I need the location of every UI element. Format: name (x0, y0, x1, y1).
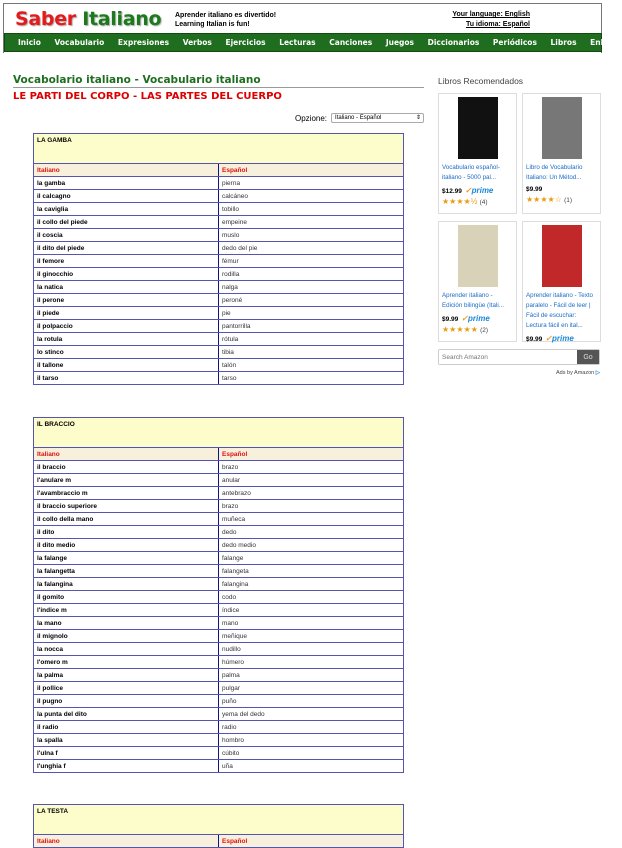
option-selector (295, 113, 424, 123)
italian-term: l'ulna f (34, 747, 219, 760)
column-header-espanol: Español (219, 448, 404, 461)
book-title-link[interactable] (523, 163, 600, 183)
table-row (34, 242, 404, 255)
adchoices-icon: ▷ (595, 370, 600, 376)
nav-verbos[interactable]: Verbos (182, 38, 212, 47)
nav-diccionarios[interactable]: Diccionarios (427, 38, 480, 47)
book-card[interactable] (438, 221, 517, 342)
table-row (34, 552, 404, 565)
italian-term: il ginocchio (34, 268, 219, 281)
language-links (452, 10, 530, 29)
amazon-search (438, 349, 600, 365)
table-row (34, 320, 404, 333)
spanish-term: empeine (219, 216, 404, 229)
italian-term: il femore (34, 255, 219, 268)
italian-term: il dito (34, 526, 219, 539)
table-row (34, 474, 404, 487)
spanish-term: pie (219, 307, 404, 320)
table-row (34, 656, 404, 669)
column-header-espanol: Español (219, 835, 404, 848)
title-line: Libro de Vocabulario (526, 164, 583, 171)
table-row (34, 177, 404, 190)
tagline-es: Aprender italiano es divertido! (175, 12, 277, 19)
table-row (34, 461, 404, 474)
book-price: $9.99 (442, 316, 459, 323)
prime-badge: ✓prime (545, 334, 574, 343)
title-line: Aprender italiano - Texto (526, 292, 593, 299)
nav-canciones[interactable]: Canciones (329, 38, 373, 47)
spanish-term: hombro (219, 734, 404, 747)
spanish-term: pierna (219, 177, 404, 190)
table-row (34, 255, 404, 268)
title-line: paralelo - Fácil de leer | (526, 302, 591, 309)
nav-inicio[interactable]: Inicio (18, 38, 41, 47)
sidebar-title: Libros Recomendados (438, 76, 524, 86)
table-row (34, 268, 404, 281)
table-row (34, 747, 404, 760)
spanish-term: húmero (219, 656, 404, 669)
nav-vocabulario[interactable]: Vocabulario (54, 38, 105, 47)
table-row (34, 359, 404, 372)
italian-term: il polpaccio (34, 320, 219, 333)
italian-term: il pugno (34, 695, 219, 708)
book-title-link[interactable] (523, 291, 600, 331)
spanish-term: brazo (219, 461, 404, 474)
spanish-term: nalga (219, 281, 404, 294)
table-row (34, 643, 404, 656)
table-row (34, 695, 404, 708)
nav-periódicos[interactable]: Periódicos (492, 38, 537, 47)
italian-term: l'avambraccio m (34, 487, 219, 500)
review-count: (4) (479, 199, 488, 206)
nav-juegos[interactable]: Juegos (385, 38, 415, 47)
spanish-term: pantorrilla (219, 320, 404, 333)
italian-term: il pollice (34, 682, 219, 695)
language-spanish-link[interactable]: Tu idioma: Español (465, 20, 530, 28)
spanish-term: talón (219, 359, 404, 372)
star-rating[interactable] (439, 323, 516, 336)
title-line: italiano - 5000 pal... (442, 174, 497, 181)
title-line: Italiano: Un Métod... (526, 174, 582, 181)
spanish-term: fémur (219, 255, 404, 268)
book-card[interactable] (522, 93, 601, 214)
spanish-term: muslo (219, 229, 404, 242)
table-row (34, 734, 404, 747)
spanish-term: índice (219, 604, 404, 617)
title-line: Aprender italiano - (442, 292, 493, 299)
table-row (34, 669, 404, 682)
book-price: $9.99 (526, 186, 543, 193)
spanish-term: dedo del pie (219, 242, 404, 255)
spanish-term: mano (219, 617, 404, 630)
italian-term: il dito del piede (34, 242, 219, 255)
table-row (34, 203, 404, 216)
table-row (34, 721, 404, 734)
book-cover-image[interactable] (458, 225, 498, 287)
logo-text-2: Italiano (82, 8, 162, 30)
italian-term: il radio (34, 721, 219, 734)
spanish-term: antebrazo (219, 487, 404, 500)
table-heading: LA TESTA (34, 805, 404, 835)
book-price-row (439, 183, 516, 195)
table-row (34, 708, 404, 721)
italian-term: la gamba (34, 177, 219, 190)
logo-text-1: Saber (15, 8, 76, 30)
nav-lecturas[interactable]: Lecturas (279, 38, 316, 47)
spanish-term: peroné (219, 294, 404, 307)
book-card[interactable] (522, 221, 601, 342)
italian-term: il mignolo (34, 630, 219, 643)
star-rating[interactable] (439, 195, 516, 208)
spanish-term: nudillo (219, 643, 404, 656)
italian-term: il braccio (34, 461, 219, 474)
option-label: Opzione: (295, 113, 328, 123)
title-line: Vocabulario español- (442, 164, 500, 171)
table-row (34, 307, 404, 320)
nav-expresiones[interactable]: Expresiones (117, 38, 170, 47)
spanish-term: yema del dedo (219, 708, 404, 721)
spanish-term: brazo (219, 500, 404, 513)
stars-icon: ★★★★★ (442, 325, 478, 334)
table-row (34, 539, 404, 552)
table-row (34, 216, 404, 229)
table-row (34, 617, 404, 630)
column-header-italiano: Italiano (34, 164, 219, 177)
prime-badge: ✓prime (461, 314, 490, 323)
spanish-term: rótula (219, 333, 404, 346)
italian-term: l'unghia f (34, 760, 219, 773)
star-rating[interactable] (523, 193, 600, 206)
table-row (34, 760, 404, 773)
italian-term: la mano (34, 617, 219, 630)
spanish-term: pulgar (219, 682, 404, 695)
book-price: $12.99 (442, 188, 462, 195)
column-header-italiano: Italiano (34, 835, 219, 848)
book-title-link[interactable] (439, 163, 516, 183)
table-row (34, 487, 404, 500)
prime-label: prime (471, 186, 494, 195)
tagline-en: Learning Italian is fun! (175, 21, 250, 28)
review-count: (2) (480, 327, 489, 334)
spanish-term: cúbito (219, 747, 404, 760)
italian-term: la falange (34, 552, 219, 565)
spanish-term: meñique (219, 630, 404, 643)
book-price-row (439, 311, 516, 323)
spanish-term: muñeca (219, 513, 404, 526)
stars-icon: ★★★★☆ (526, 195, 562, 204)
book-cover-image[interactable] (458, 97, 498, 159)
book-price: $9.99 (526, 336, 543, 343)
spanish-term: tarso (219, 372, 404, 385)
amazon-search-input[interactable] (439, 350, 577, 364)
table-row (34, 682, 404, 695)
table-row (34, 190, 404, 203)
italian-term: lo stinco (34, 346, 219, 359)
ads-label: Ads by Amazon (556, 370, 595, 376)
book-price-row (523, 331, 600, 343)
page-subtitle: LE PARTI DEL CORPO - LAS PARTES DEL CUERPO (13, 91, 282, 102)
italian-term: il dito medio (34, 539, 219, 552)
vocab-table (33, 133, 404, 385)
spanish-term: falange (219, 552, 404, 565)
italian-term: il tallone (34, 359, 219, 372)
prime-label: prime (467, 314, 490, 323)
table-row (34, 346, 404, 359)
language-english-link[interactable]: Your language: English (452, 11, 530, 18)
stars-icon: ★★★★½ (442, 197, 478, 206)
italian-term: la falangetta (34, 565, 219, 578)
italian-term: l'omero m (34, 656, 219, 669)
column-header-italiano: Italiano (34, 448, 219, 461)
spanish-term: puño (219, 695, 404, 708)
italian-term: la natica (34, 281, 219, 294)
italian-term: la rotula (34, 333, 219, 346)
page-title: Vocabolario italiano - Vocabulario italiano (13, 74, 424, 88)
italian-term: la spalla (34, 734, 219, 747)
spanish-term: anular (219, 474, 404, 487)
italian-term: il tarso (34, 372, 219, 385)
italian-term: il collo del piede (34, 216, 219, 229)
table-row (34, 526, 404, 539)
italian-term: la nocca (34, 643, 219, 656)
italian-term: il piede (34, 307, 219, 320)
table-row (34, 294, 404, 307)
table-heading: LA GAMBA (34, 134, 404, 164)
italian-term: la palma (34, 669, 219, 682)
amazon-go-button[interactable]: Go (577, 350, 599, 364)
nav-ejercicios[interactable]: Ejercicios (225, 38, 266, 47)
book-card[interactable] (438, 93, 517, 214)
spanish-term: dedo (219, 526, 404, 539)
spanish-term: palma (219, 669, 404, 682)
spanish-term: tibia (219, 346, 404, 359)
table-row (34, 591, 404, 604)
table-row (34, 578, 404, 591)
spanish-term: radio (219, 721, 404, 734)
title-line: Edición bilingüe (Itali... (442, 302, 504, 309)
prime-label: prime (551, 334, 574, 343)
italian-term: il coscia (34, 229, 219, 242)
table-heading: IL BRACCIO (34, 418, 404, 448)
nav-libros[interactable]: Libros (550, 38, 577, 47)
book-price-row (523, 183, 600, 193)
site-logo[interactable] (15, 8, 161, 30)
vocab-table (33, 417, 404, 773)
italian-term: l'anulare m (34, 474, 219, 487)
title-line: Fácil de escuchar: Lectura fácil en ital... (526, 312, 583, 329)
italian-term: il calcagno (34, 190, 219, 203)
vocab-table (33, 804, 404, 848)
italian-term: il collo della mano (34, 513, 219, 526)
column-header-espanol: Español (219, 164, 404, 177)
table-row (34, 333, 404, 346)
table-row (34, 565, 404, 578)
italian-term: la punta del dito (34, 708, 219, 721)
table-row (34, 604, 404, 617)
prime-badge: ✓prime (464, 186, 494, 195)
table-row (34, 630, 404, 643)
spanish-term: tobillo (219, 203, 404, 216)
table-row (34, 500, 404, 513)
nav-enlaces[interactable]: Enlaces (590, 38, 622, 47)
main-nav (4, 33, 622, 52)
italian-term: la falangina (34, 578, 219, 591)
option-select[interactable]: Italiano - Español ⇕ (331, 113, 424, 123)
spanish-term: calcáneo (219, 190, 404, 203)
ads-by-amazon[interactable] (556, 370, 600, 376)
italian-term: la caviglia (34, 203, 219, 216)
italian-term: il perone (34, 294, 219, 307)
italian-term: il braccio superiore (34, 500, 219, 513)
spanish-term: falangina (219, 578, 404, 591)
italian-term: l'indice m (34, 604, 219, 617)
book-cover-image[interactable] (542, 97, 582, 159)
spanish-term: dedo medio (219, 539, 404, 552)
review-count: (1) (564, 197, 573, 204)
italian-term: il gomito (34, 591, 219, 604)
table-row (34, 281, 404, 294)
tagline (175, 11, 276, 29)
spanish-term: rodilla (219, 268, 404, 281)
spanish-term: falangeta (219, 565, 404, 578)
table-row (34, 513, 404, 526)
book-cover-image[interactable] (542, 225, 582, 287)
book-title-link[interactable] (439, 291, 516, 311)
table-row (34, 229, 404, 242)
spanish-term: uña (219, 760, 404, 773)
spanish-term: codo (219, 591, 404, 604)
table-row (34, 372, 404, 385)
